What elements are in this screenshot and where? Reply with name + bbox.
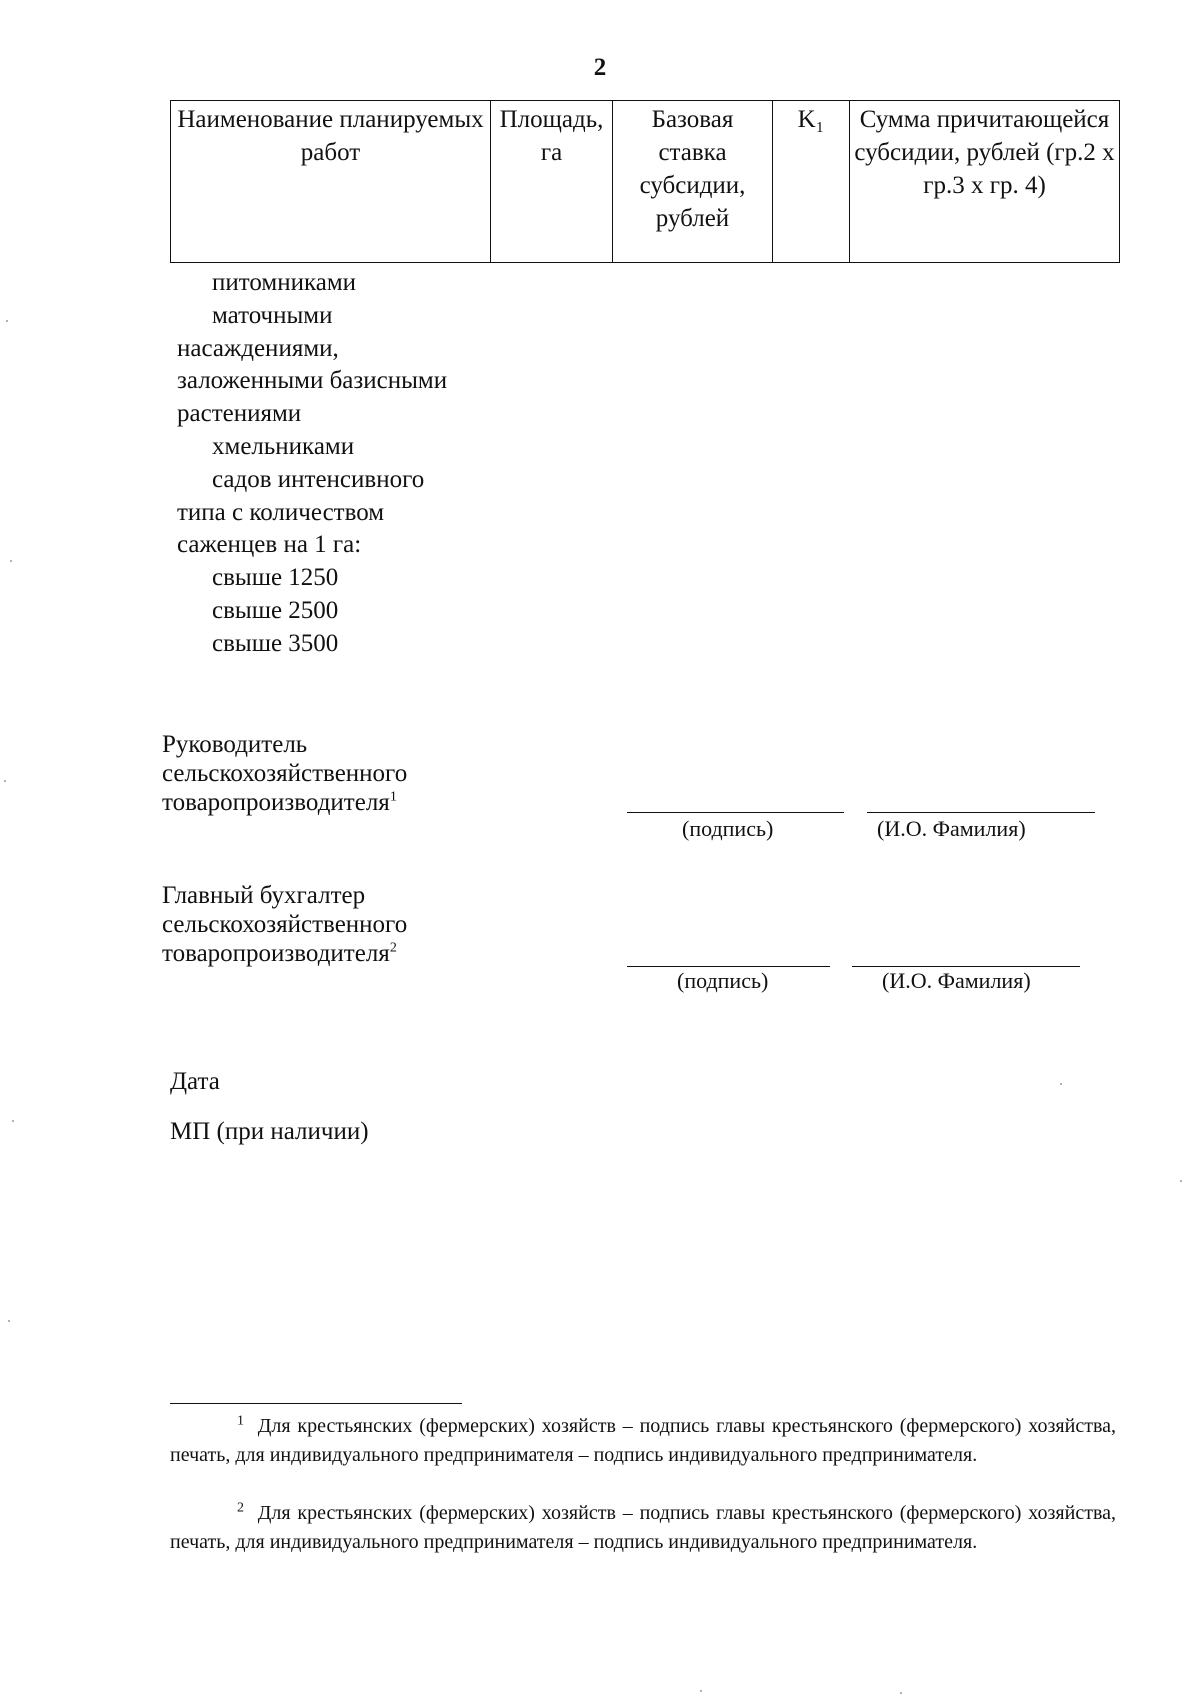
footnote-mark: 1	[237, 1413, 244, 1429]
footnote-text: Для крестьянских (фермерских) хозяйств – подпись главы крестьянского (фермерского) хозяйства, печать, для индивидуального предпринимателя – подпись индивидуального предпринимателя.	[170, 1415, 1117, 1466]
footnote-separator	[170, 1403, 462, 1404]
accountant-name-line	[852, 966, 1080, 967]
table-header-row	[171, 101, 1120, 263]
date-label: Дата	[170, 1068, 220, 1095]
footnote-mark: 1	[389, 789, 397, 805]
head-title-line: сельскохозяйственного	[162, 760, 408, 787]
head-signature-caption: (подпись)	[682, 816, 774, 841]
list-item: свыше 3500	[212, 629, 339, 657]
planned-works-list	[177, 267, 447, 661]
accountant-signature-label	[162, 881, 407, 968]
head-title-line: Руководитель	[162, 731, 308, 758]
list-item: свыше 2500	[212, 596, 339, 624]
accountant-title-line: товаропроизводителя	[162, 940, 390, 967]
subsidy-table	[170, 100, 1120, 263]
column-header-base-rate: Базовая ставка субсидии, рублей	[613, 101, 773, 263]
footnote-text: Для крестьянских (фермерских) хозяйств – подпись главы крестьянского (фермерского) хозяйства, печать, для индивидуального предпринимателя – подпись индивидуального предпринимателя.	[170, 1502, 1117, 1553]
column-header-work-name: Наименование планируемых работ	[171, 101, 491, 263]
list-item: саженцев на 1 га:	[177, 531, 362, 559]
list-item: растениями	[177, 400, 302, 428]
column-header-subsidy-sum: Сумма причитающейся субсидии, рублей (гр.2 х гр.3 х гр. 4)	[850, 101, 1120, 263]
list-item: питомниками	[212, 269, 357, 296]
accountant-title-line: сельскохозяйственного	[162, 911, 408, 938]
list-item: садов интенсивного	[212, 465, 425, 493]
column-header-area: Площадь, га	[491, 101, 613, 263]
accountant-title-line: Главный бухгалтер	[162, 882, 366, 909]
head-name-line	[867, 812, 1095, 813]
accountant-signature-line	[627, 966, 830, 967]
accountant-signature-caption: (подпись)	[677, 968, 769, 993]
list-item: типа с количеством	[177, 498, 385, 526]
head-title-line: товаропроизводителя	[162, 789, 390, 816]
footnote-1	[170, 1412, 1116, 1470]
page-number: 2	[593, 54, 607, 81]
stamp-label: МП (при наличии)	[170, 1118, 369, 1145]
accountant-name-caption: (И.О. Фамилия)	[882, 968, 1031, 993]
head-name-caption: (И.О. Фамилия)	[877, 816, 1026, 841]
column-header-k1: K₁	[773, 101, 850, 263]
head-signature-label	[162, 730, 407, 817]
list-item: хмельниками	[212, 432, 355, 460]
footnote-mark: 2	[237, 1500, 244, 1516]
list-item: заложенными базисными	[177, 367, 448, 395]
footnote-2	[170, 1499, 1116, 1557]
footnote-mark: 2	[389, 940, 397, 956]
list-item: маточными	[212, 301, 333, 329]
head-signature-line	[627, 812, 844, 813]
list-item: свыше 1250	[212, 564, 339, 592]
list-item: насаждениями,	[177, 334, 339, 362]
